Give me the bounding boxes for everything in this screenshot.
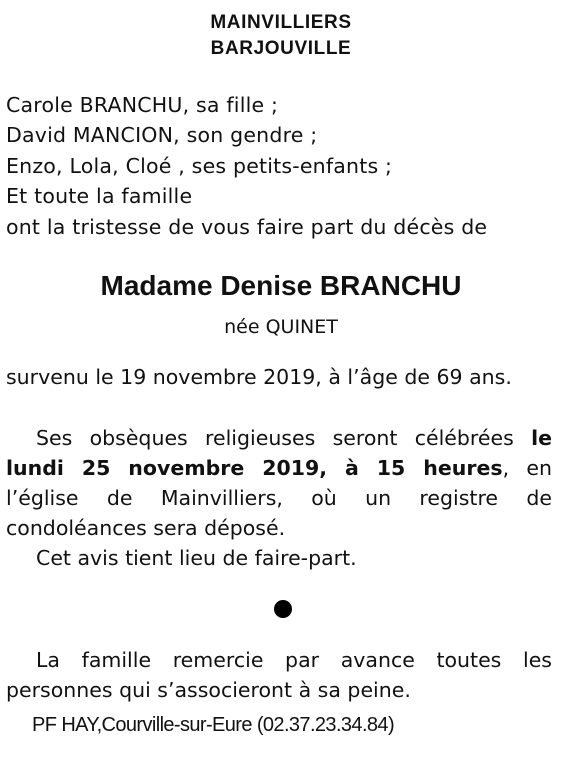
maiden-name: née QUINET [224, 316, 338, 338]
thanks-paragraph: La famille remercie par avance toutes les personnes qui s’associeront à sa peine. [6, 648, 552, 702]
town-heading-barjouville: BARJOUVILLE [210, 38, 352, 59]
death-statement: survenu le 19 novembre 2019, à l’âge de 69 ans. [6, 365, 512, 389]
notice-statement: Cet avis tient lieu de faire-part. [36, 546, 357, 570]
funeral-datetime: le lundi 25 novembre 2019, à 15 heures [6, 426, 552, 480]
family-line-son-in-law: David MANCION, son gendre ; [6, 123, 318, 147]
funeral-paragraph [6, 423, 552, 543]
funeral-intro: Ses obsèques religieuses seront célébrées [36, 426, 532, 450]
separator-bullet [274, 600, 292, 618]
family-line-daughter: Carole BRANCHU, sa fille ; [6, 93, 279, 117]
deceased-name: Madame Denise BRANCHU [100, 270, 462, 301]
announcement-line: ont la tristesse de vous faire part du décès de [6, 215, 488, 239]
family-line-grandchildren: Enzo, Lola, Cloé , ses petits-enfants ; [6, 154, 393, 178]
family-line-whole-family: Et toute la famille [6, 184, 193, 208]
funeral-location: , en l’église de Mainvilliers, où un registre de condoléances sera déposé. [6, 456, 552, 540]
town-heading-mainvilliers: MAINVILLIERS [210, 12, 352, 33]
funeral-home-line: PF HAY,Courville-sur-Eure (02.37.23.34.84) [32, 714, 395, 736]
